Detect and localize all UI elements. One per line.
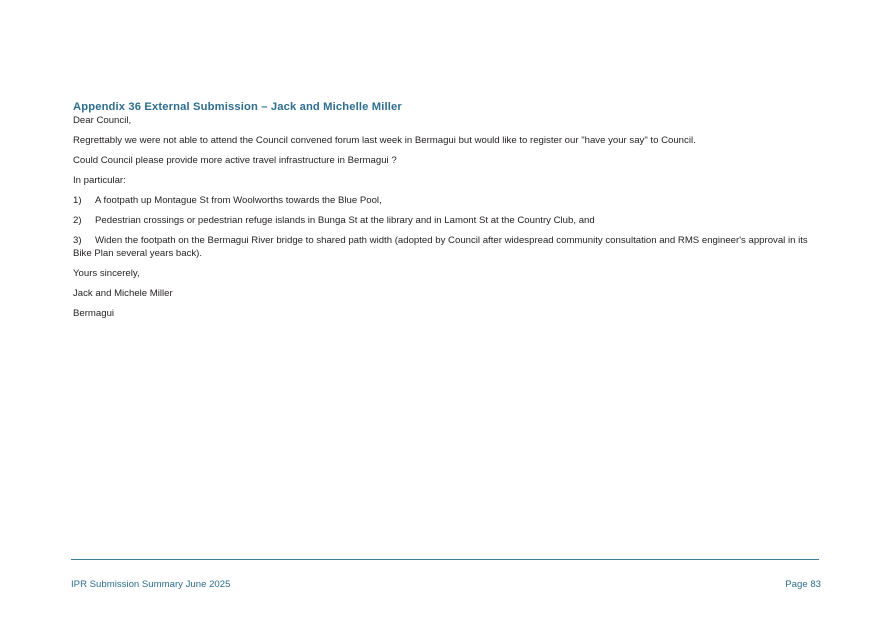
list-item [73,194,821,207]
footer-divider [71,559,819,560]
footer-document-title: IPR Submission Summary June 2025 [71,578,231,590]
paragraph-in-particular: In particular: [73,175,126,186]
salutation: Dear Council, [73,115,132,126]
valediction: Yours sincerely, [73,268,140,279]
list-item-marker: 2) [73,215,82,226]
list-item-marker: 1) [73,195,82,206]
paragraph-request: Could Council please provide more active travel infrastructure in Bermagui ? [73,155,397,166]
page-footer [71,577,821,591]
list-item-marker: 3) [73,235,82,246]
signatory-name: Jack and Michele Miller [73,288,173,299]
paragraph-regrettably: Regrettably we were not able to attend the Council convened forum last week in Bermagui but would like to register our "have your say" to Council. [73,135,696,146]
list-item-text: Pedestrian crossings or pedestrian refuge islands in Bunga St at the library and in Lamont St at the Country Club, and [95,215,595,226]
list-item [73,234,821,260]
footer-page-number: Page 83 [785,578,821,590]
signatory-location: Bermagui [73,308,115,319]
list-item-text: A footpath up Montague St from Woolworths towards the Blue Pool, [95,195,382,206]
page-title: Appendix 36 External Submission – Jack and Michelle Miller [73,100,402,113]
list-item [73,214,821,227]
numbered-list [73,194,821,260]
list-item-text: Widen the footpath on the Bermagui River bridge to shared path width (adopted by Council after widespread community consultation and RMS engineer's approval in its Bike Plan several years back). [73,235,808,259]
letter-body [73,114,821,327]
